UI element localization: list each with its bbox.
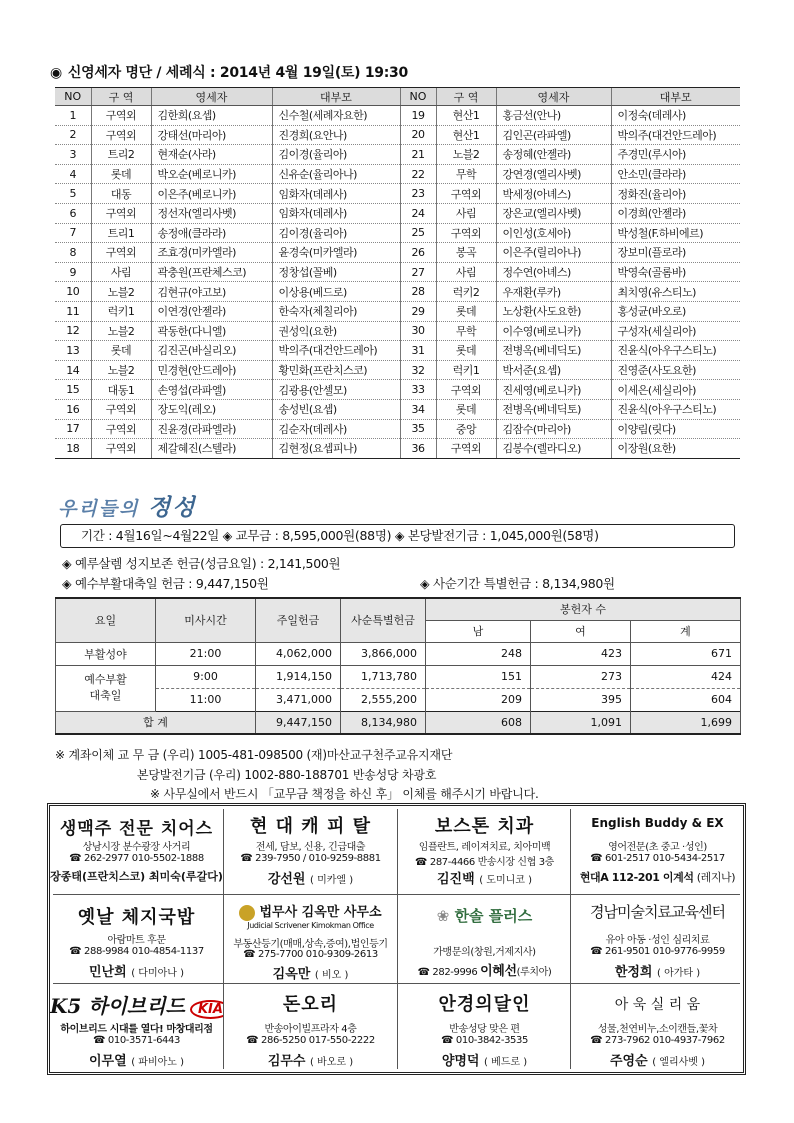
roster-no: 13: [55, 341, 91, 361]
roster-godparent: 김현정(요셉피나): [272, 439, 400, 459]
stats-sum-male: 608: [426, 711, 531, 734]
jerusalem-offering: ◈ 예루살렘 성지보존 헌금(성금요일) : 2,141,500원: [62, 556, 341, 571]
roster-godparent: 진영준(사도요한): [611, 360, 740, 380]
roster-no: 18: [55, 439, 91, 459]
roster-baptized: 조효경(미카엘라): [151, 243, 272, 263]
roster-baptized: 이수영(베로니카): [496, 321, 611, 341]
roster-district: 노블2: [91, 360, 151, 380]
roster-godparent: 안소민(클라라): [611, 164, 740, 184]
ad-head: 경남미술치료교육센터: [590, 903, 725, 921]
stats-col-total: 계: [631, 620, 741, 642]
roster-row: [55, 360, 740, 380]
ad-line1: 하이브리드 시대를 열다! 마창대리점: [60, 1024, 213, 1035]
roster-district: 트리1: [91, 223, 151, 243]
stats-sum-female: 1,091: [531, 711, 631, 734]
roster-district: 중앙: [436, 419, 496, 439]
roster-row: [55, 223, 740, 243]
roster-no: 27: [400, 262, 436, 282]
col-no-2: NO: [400, 88, 436, 106]
roster-row: [55, 419, 740, 439]
roster-district: 구역외: [91, 439, 151, 459]
roster-district: 현산1: [436, 125, 496, 145]
roster-godparent: 이상용(베드로): [272, 282, 400, 302]
stats-day: 예수부활 대축일: [56, 665, 156, 711]
roster-godparent: 김순자(데레사): [272, 419, 400, 439]
roster-no: 14: [55, 360, 91, 380]
roster-district: 대동1: [91, 380, 151, 400]
ad-line1: 성물,천연비누,소이캔들,꽃차: [597, 1024, 718, 1035]
stats-col-attend: 봉헌자 수: [426, 598, 741, 620]
ad-owner: 현대A 112-201 이계석 (레지나): [579, 871, 736, 884]
ad-head: [50, 990, 223, 1019]
roster-district: 구역외: [91, 106, 151, 126]
stats-time: 21:00: [156, 642, 256, 665]
roster-row: [55, 243, 740, 263]
col-no: NO: [55, 88, 91, 106]
stats-lent: 2,555,200: [341, 688, 426, 711]
ad-line1: 아람마트 후문: [107, 935, 166, 946]
roster-district: 구역외: [91, 419, 151, 439]
roster-district: 롯데: [91, 341, 151, 361]
roster-row: [55, 380, 740, 400]
ad-english-buddy: [571, 806, 744, 894]
stats-total: 671: [631, 642, 741, 665]
stats-female: 423: [531, 642, 631, 665]
roster-no: 15: [55, 380, 91, 400]
stats-sum-lent: 8,134,980: [341, 711, 426, 734]
ad-law-office: [224, 895, 397, 983]
ad-owner: 양명덕 ( 베드로 ): [441, 1054, 528, 1069]
roster-godparent: 윤경숙(미카엘라): [272, 243, 400, 263]
ad-owner: 한정희 ( 아가타 ): [614, 965, 701, 980]
ad-head: 안경의달인: [438, 994, 531, 1015]
account-line-2: 본당발전기금 (우리) 1002-880-188701 반송성당 차광호: [137, 768, 437, 782]
ad-line1: 반송성당 맞은 편: [449, 1024, 520, 1035]
stats-female: 395: [531, 688, 631, 711]
roster-baptized: 정선자(엘리사벳): [151, 203, 272, 223]
ad-owner: 주영순 ( 엘리사벳 ): [609, 1054, 706, 1069]
stats-sunday: 1,914,150: [256, 665, 341, 688]
stats-sum-total: 1,699: [631, 711, 741, 734]
roster-row: [55, 145, 740, 165]
roster-godparent: 이장원(요한): [611, 439, 740, 459]
ad-line2: 부동산등기(매매,상속,증여),법인등기: [233, 939, 388, 950]
col-baptized: 영세자: [151, 88, 272, 106]
roster-no: 31: [400, 341, 436, 361]
roster-no: 4: [55, 164, 91, 184]
roster-godparent: 송성빈(요셉): [272, 399, 400, 419]
roster-godparent: 진윤식(아우구스티노): [611, 341, 740, 361]
roster-no: 26: [400, 243, 436, 263]
ad-phone: ☎ 286-5250 017-550-2222: [246, 1035, 375, 1046]
roster-district: 구역외: [436, 223, 496, 243]
roster-godparent: 이정숙(데레사): [611, 106, 740, 126]
roster-no: 16: [55, 399, 91, 419]
stats-sunday: 4,062,000: [256, 642, 341, 665]
roster-district: 구역외: [91, 125, 151, 145]
stats-total: 424: [631, 665, 741, 688]
account-line-1: ※ 계좌이체 교 무 금 (우리) 1005-481-098500 (재)마산교구천주교유지재단: [55, 748, 453, 762]
roster-baptized: 강연경(엘리사벳): [496, 164, 611, 184]
ad-cheers: [50, 806, 223, 894]
stats-col-time: 미사시간: [156, 598, 256, 642]
roster-baptized: 강태선(마리아): [151, 125, 272, 145]
stats-header-row-1: [56, 598, 741, 620]
roster-godparent: 박의주(대건안드레아): [611, 125, 740, 145]
col-district-2: 구 역: [436, 88, 496, 106]
roster-baptized: 박서준(요셉): [496, 360, 611, 380]
stats-col-sunday: 주일헌금: [256, 598, 341, 642]
roster-baptized: 박오순(베로니카): [151, 164, 272, 184]
roster-no: 21: [400, 145, 436, 165]
roster-godparent: 진경희(요안나): [272, 125, 400, 145]
roster-godparent: 정창섭(꼴베): [272, 262, 400, 282]
ad-line1: 전세, 담보, 신용, 긴급대출: [255, 842, 366, 853]
roster-no: 28: [400, 282, 436, 302]
roster-baptized: 우재환(루카): [496, 282, 611, 302]
ad-aukssilium: [571, 984, 744, 1072]
roster-no: 9: [55, 262, 91, 282]
roster-no: 7: [55, 223, 91, 243]
ad-owner: 강선원 ( 미카엘 ): [267, 872, 354, 887]
roster-district: 럭키2: [436, 282, 496, 302]
ad-head: ❀ 한솔 플러스: [436, 907, 533, 925]
ad-contact: ☎ 282-9996 이혜선(루치아): [417, 964, 552, 979]
stats-sum-sunday: 9,447,150: [256, 711, 341, 734]
roster-no: 17: [55, 419, 91, 439]
ad-owner: 장종태(프란치스코) 최미숙(루갈다): [50, 870, 223, 883]
ad-head: 돈오리: [282, 994, 339, 1015]
roster-no: 30: [400, 321, 436, 341]
roster-table: [55, 87, 740, 459]
ad-hyundai-capital: [224, 806, 397, 894]
roster-baptized: 곽충원(프란체스코): [151, 262, 272, 282]
roster-baptized: 김인곤(라파엘): [496, 125, 611, 145]
roster-no: 12: [55, 321, 91, 341]
ad-phone: ☎ 288-9984 010-4854-1137: [69, 946, 204, 957]
roster-godparent: 최치영(유스티노): [611, 282, 740, 302]
roster-district: 사림: [436, 203, 496, 223]
seal-icon: [239, 905, 255, 921]
leaf-icon: ❀: [436, 907, 450, 925]
roster-baptized: 송정애(클라라): [151, 223, 272, 243]
roster-row: [55, 341, 740, 361]
roster-baptized: 김진곤(바실리오): [151, 341, 272, 361]
roster-no: 8: [55, 243, 91, 263]
roster-baptized: 김한희(요셉): [151, 106, 272, 126]
stats-time: 9:00: [156, 665, 256, 688]
roster-row: [55, 439, 740, 459]
offering-title-a: 우리들의: [58, 498, 140, 520]
roster-row: [55, 184, 740, 204]
roster-baptized: 정수연(아녜스): [496, 262, 611, 282]
roster-godparent: 장보미(플로라): [611, 243, 740, 263]
roster-district: 럭키1: [436, 360, 496, 380]
stats-day: 부활성야: [56, 642, 156, 665]
roster-no: 33: [400, 380, 436, 400]
col-godparent: 대부모: [272, 88, 400, 106]
col-baptized-2: 영세자: [496, 88, 611, 106]
roster-baptized: 손영섭(라파엘): [151, 380, 272, 400]
roster-no: 24: [400, 203, 436, 223]
roster-district: 무학: [436, 164, 496, 184]
ad-phone: ☎ 262-2977 010-5502-1888: [69, 853, 204, 864]
roster-godparent: 박성철(F.하비에르): [611, 223, 740, 243]
stats-col-lent: 사순특별헌금: [341, 598, 426, 642]
stats-male: 151: [426, 665, 531, 688]
ad-owner: 민난희 ( 다미아나 ): [88, 965, 185, 980]
roster-title-text: 신영세자 명단 / 세례식 : 2014년 4월 19일(토) 19:30: [67, 65, 408, 81]
offering-title-b: 정성: [148, 494, 197, 521]
roster-godparent: 진윤식(아우구스티노): [611, 399, 740, 419]
roster-baptized: 장은교(엘리사벳): [496, 203, 611, 223]
roster-row: [55, 399, 740, 419]
stats-time: 11:00: [156, 688, 256, 711]
ad-glasses: [398, 984, 571, 1072]
roster-district: 롯데: [436, 301, 496, 321]
roster-godparent: 권성익(요한): [272, 321, 400, 341]
roster-no: 23: [400, 184, 436, 204]
roster-godparent: 박의주(대건안드레아): [272, 341, 400, 361]
offering-stats-table: [55, 597, 741, 735]
ad-line1: 임플란트, 레이져치료, 치아미백: [418, 842, 551, 853]
roster-district: 노블2: [91, 282, 151, 302]
roster-baptized: 김잠수(마리아): [496, 419, 611, 439]
roster-godparent: 주경민(루시아): [611, 145, 740, 165]
stats-female: 273: [531, 665, 631, 688]
stats-male: 209: [426, 688, 531, 711]
roster-godparent: 이양림(릿다): [611, 419, 740, 439]
easter-offering: ◈ 예수부활대축일 헌금 : 9,447,150원: [62, 576, 269, 591]
roster-no: 25: [400, 223, 436, 243]
ad-line1: 가맹문의(창원,거제지사): [433, 947, 536, 958]
roster-row: [55, 262, 740, 282]
roster-no: 19: [400, 106, 436, 126]
roster-district: 롯데: [436, 399, 496, 419]
roster-godparent: 김이경(율리아): [272, 145, 400, 165]
ad-head: 생맥주 전문 치어스: [59, 819, 214, 839]
roster-baptized: 홍금선(안나): [496, 106, 611, 126]
offering-period-box: 기간 : 4월16일~4월22일 ◈ 교무금 : 8,595,000원(88명) ◈ 본당발전기금 : 1,045,000원(58명): [60, 524, 735, 548]
kia-logo: KIA: [190, 1000, 223, 1019]
stats-row-easter-11: [56, 688, 741, 711]
roster-baptized: 이은주(베로니카): [151, 184, 272, 204]
stats-lent: 1,713,780: [341, 665, 426, 688]
roster-district: 노블2: [91, 321, 151, 341]
roster-district: 사림: [436, 262, 496, 282]
roster-godparent: 신유순(율리아나): [272, 164, 400, 184]
roster-row: [55, 125, 740, 145]
ad-phone: ☎ 239-7950 / 010-9259-8881: [240, 853, 381, 864]
ad-head: 아 욱 실 리 움: [614, 997, 701, 1013]
ad-line1: 유아 아동 ·성인 심리치료: [605, 935, 710, 946]
roster-baptized: 제갈혜진(스텔라): [151, 439, 272, 459]
roster-baptized: 현재순(사라): [151, 145, 272, 165]
roster-no: 32: [400, 360, 436, 380]
stats-total: 604: [631, 688, 741, 711]
roster-baptized: 김현규(야고보): [151, 282, 272, 302]
roster-baptized: 곽동한(다니엘): [151, 321, 272, 341]
roster-no: 5: [55, 184, 91, 204]
roster-body: [55, 106, 740, 459]
roster-baptized: 진세영(베로니카): [496, 380, 611, 400]
ad-line1: 영어전문(초 중고 ·성인): [608, 842, 707, 853]
ad-head: English Buddy & EX: [591, 816, 724, 830]
ad-owner: 김진백 ( 도미니코 ): [436, 872, 533, 887]
roster-district: 구역외: [91, 399, 151, 419]
roster-row: [55, 301, 740, 321]
ad-phone: ☎ 287-4466 반송시장 신협 3층: [415, 857, 554, 868]
ad-head: 법무사 김옥만 사무소: [224, 901, 397, 921]
ad-phone: ☎ 601-2517 010-5434-2517: [590, 853, 725, 864]
ad-hansol: [398, 895, 571, 983]
roster-godparent: 황민화(프란치스코): [272, 360, 400, 380]
roster-godparent: 김이경(율리아): [272, 223, 400, 243]
roster-no: 11: [55, 301, 91, 321]
roster-no: 29: [400, 301, 436, 321]
roster-godparent: 이세은(세실리아): [611, 380, 740, 400]
account-notice: ※ 사무실에서 반드시 「교무금 책정을 하신 후」 이체를 해주시기 바랍니다.: [150, 787, 539, 801]
ad-owner: 김무수 ( 바오로 ): [267, 1054, 354, 1069]
roster-district: 노블2: [436, 145, 496, 165]
roster-row: [55, 321, 740, 341]
roster-baptized: 전병옥(베네딕토): [496, 399, 611, 419]
roster-district: 롯데: [436, 341, 496, 361]
roster-godparent: 한숙자(체칠리아): [272, 301, 400, 321]
roster-row: [55, 282, 740, 302]
ad-phone: ☎ 010-3571-6443: [93, 1035, 180, 1046]
bullet-icon: ◉: [50, 65, 62, 81]
lent-offering: ◈ 사순기간 특별헌금 : 8,134,980원: [420, 576, 615, 591]
roster-godparent: 이경희(안젤라): [611, 203, 740, 223]
ad-head: 현 대 캐 피 탈: [249, 816, 371, 837]
roster-godparent: 박영숙(골롬바): [611, 262, 740, 282]
roster-district: 현산1: [436, 106, 496, 126]
ad-line1: 상남시장 분수광장 사거리: [82, 842, 191, 853]
roster-baptized: 진윤경(라파엘라): [151, 419, 272, 439]
roster-no: 20: [400, 125, 436, 145]
roster-baptized: 노상환(사도요한): [496, 301, 611, 321]
ad-line1: 반송아이빌프라자 4층: [264, 1024, 357, 1035]
stats-row-easter-9: [56, 665, 741, 688]
stats-row-vigil: [56, 642, 741, 665]
ad-art-therapy: [571, 895, 744, 983]
roster-no: 1: [55, 106, 91, 126]
roster-baptized: 이인성(호세아): [496, 223, 611, 243]
stats-row-sum: [56, 711, 741, 734]
roster-no: 10: [55, 282, 91, 302]
offering-title: [58, 489, 196, 522]
roster-baptized: 전병옥(베네딕도): [496, 341, 611, 361]
roster-district: 트리2: [91, 145, 151, 165]
col-godparent-2: 대부모: [611, 88, 740, 106]
roster-title: [50, 62, 408, 82]
stats-col-day: 요일: [56, 598, 156, 642]
roster-row: [55, 106, 740, 126]
roster-godparent: 구성자(세실리아): [611, 321, 740, 341]
ad-owner: 김옥만 ( 비오 ): [272, 967, 349, 982]
stats-sunday: 3,471,000: [256, 688, 341, 711]
roster-row: [55, 203, 740, 223]
roster-no: 35: [400, 419, 436, 439]
ad-line1: Judicial Scrivener Kimokman Office: [247, 921, 374, 930]
roster-district: 구역외: [436, 439, 496, 459]
roster-baptized: 이연경(안젤라): [151, 301, 272, 321]
ad-head: 보스톤 치과: [434, 816, 535, 837]
stats-lent: 3,866,000: [341, 642, 426, 665]
roster-district: 구역외: [436, 184, 496, 204]
roster-godparent: 홍성균(바오로): [611, 301, 740, 321]
roster-godparent: 정화진(율리아): [611, 184, 740, 204]
ad-donori: [224, 984, 397, 1072]
roster-district: 구역외: [436, 380, 496, 400]
roster-godparent: 임화자(데레사): [272, 184, 400, 204]
roster-row: [55, 164, 740, 184]
ad-kia-k5: [50, 984, 223, 1072]
roster-baptized: 장도익(레오): [151, 399, 272, 419]
col-district: 구 역: [91, 88, 151, 106]
ad-head: 옛날 체지국밥: [77, 907, 196, 928]
roster-no: 34: [400, 399, 436, 419]
ad-owner: 이무열 ( 파비아노 ): [88, 1054, 185, 1069]
ad-phone: ☎ 275-7700 010-9309-2613: [243, 949, 378, 960]
roster-district: 구역외: [91, 243, 151, 263]
stats-col-male: 남: [426, 620, 531, 642]
roster-district: 무학: [436, 321, 496, 341]
roster-header-row: [55, 88, 740, 106]
ad-gukbap: [50, 895, 223, 983]
k5-logo: K5 하이브리드: [50, 994, 185, 1018]
stats-col-female: 여: [531, 620, 631, 642]
ad-boston-dental: [398, 806, 571, 894]
stats-sum-label: 합 계: [56, 711, 256, 734]
ad-phone: ☎ 261-9501 010-9776-9959: [590, 946, 725, 957]
roster-district: 사림: [91, 262, 151, 282]
roster-godparent: 김광용(안셀모): [272, 380, 400, 400]
ad-phone: ☎ 273-7962 010-4937-7962: [590, 1035, 725, 1046]
roster-baptized: 민경현(안드레아): [151, 360, 272, 380]
ad-phone: ☎ 010-3842-3535: [441, 1035, 528, 1046]
ads-grid: [47, 803, 746, 1075]
roster-baptized: 박세정(아녜스): [496, 184, 611, 204]
roster-no: 2: [55, 125, 91, 145]
roster-no: 22: [400, 164, 436, 184]
roster-district: 봉곡: [436, 243, 496, 263]
roster-baptized: 이은주(릴리아나): [496, 243, 611, 263]
stats-male: 248: [426, 642, 531, 665]
roster-baptized: 송정혜(안젤라): [496, 145, 611, 165]
roster-godparent: 임화자(데레사): [272, 203, 400, 223]
roster-baptized: 김봉수(렐라디오): [496, 439, 611, 459]
roster-godparent: 신수철(세례자요한): [272, 106, 400, 126]
roster-district: 대동: [91, 184, 151, 204]
roster-district: 럭키1: [91, 301, 151, 321]
roster-no: 6: [55, 203, 91, 223]
roster-district: 롯데: [91, 164, 151, 184]
roster-no: 3: [55, 145, 91, 165]
roster-district: 구역외: [91, 203, 151, 223]
roster-no: 36: [400, 439, 436, 459]
